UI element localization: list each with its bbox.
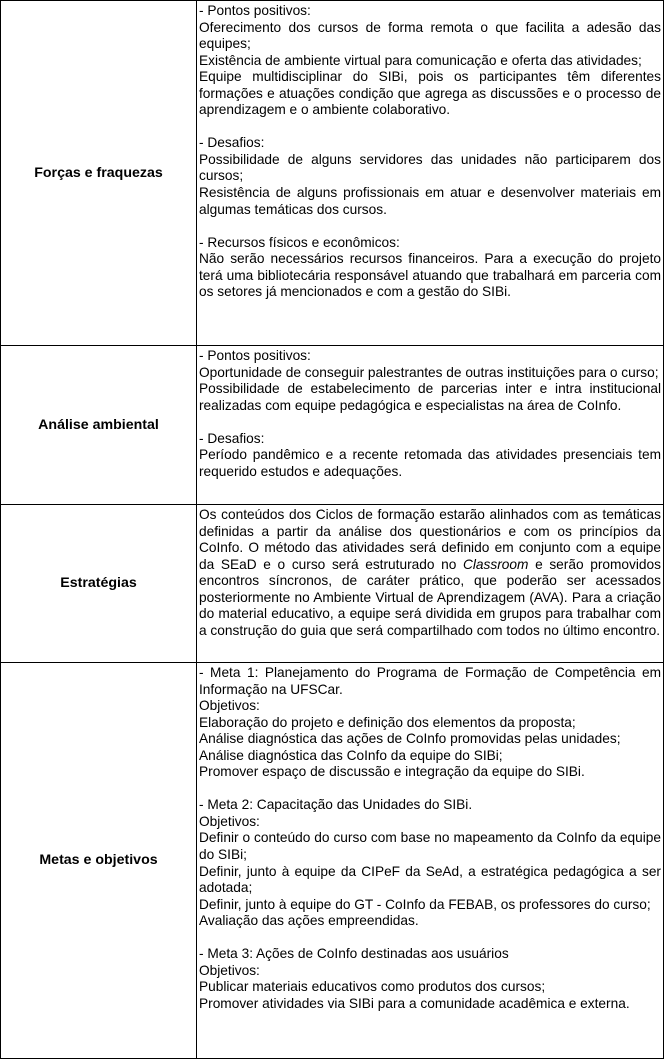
table-row-metas-objetivos bbox=[1, 663, 664, 1059]
strategy-text-part1: Os conteúdos dos Ciclos de formação estarão alinhados com as temáticas definidas a partir da análise dos questionários e com os princípios da CoInfo. O método das atividades será definido em conjunto com a equipe da SEaD e o curso será estruturado no bbox=[199, 507, 661, 572]
list-item: Definir o conteúdo do curso com base no mapeamento da CoInfo da equipe do SIBi; bbox=[199, 830, 661, 863]
list-item: Oportunidade de conseguir palestrantes de outras instituições para o curso; bbox=[199, 364, 659, 380]
strategy-paragraph bbox=[199, 507, 661, 639]
row-content-forcas-fraquezas bbox=[197, 1, 664, 346]
row-label-analise-ambiental: Análise ambiental bbox=[1, 346, 197, 505]
list-item: Avaliação das ações empreendidas. bbox=[199, 913, 419, 929]
spacer bbox=[199, 781, 661, 798]
list-item: Definir, junto à equipe da CIPeF da SeAd, a estratégica pedagógica a ser adotada; bbox=[199, 863, 661, 896]
objectives-label: Objetivos: bbox=[199, 813, 260, 829]
objectives-label: Objetivos: bbox=[199, 698, 260, 714]
block-heading: - Desafios: bbox=[199, 135, 265, 151]
list-item: Promover espaço de discussão e integração da equipe do SIBi. bbox=[199, 764, 585, 780]
list-item: Resistência de alguns profissionais em atuar e desenvolver materiais em algumas temáticas dos cursos. bbox=[199, 185, 661, 217]
row-label-estrategias: Estratégias bbox=[1, 505, 197, 663]
row-content-estrategias bbox=[197, 505, 664, 663]
list-item: Análise diagnóstica das ações de CoInfo promovidas pelas unidades; bbox=[199, 731, 621, 747]
table-row-analise-ambiental bbox=[1, 346, 664, 505]
spacer bbox=[199, 930, 661, 947]
list-item: Período pandêmico e a recente retomada das atividades presenciais tem requerido estudos e adequações. bbox=[199, 447, 661, 479]
list-item: Equipe multidisciplinar do SIBi, pois os participantes têm diferentes formações e atuações condição que agrega as discussões e o processo de aprendizagem e o ambiente colaborativo. bbox=[199, 69, 661, 118]
list-item: Elaboração do projeto e definição dos elementos da proposta; bbox=[199, 714, 576, 730]
list-item: Existência de ambiente virtual para comunicação e oferta das atividades; bbox=[199, 52, 642, 68]
table-row-forcas-fraquezas bbox=[1, 1, 664, 346]
block-heading: - Pontos positivos: bbox=[199, 348, 311, 363]
spacer bbox=[199, 119, 661, 136]
spacer bbox=[199, 414, 661, 431]
objectives-label: Objetivos: bbox=[199, 962, 260, 978]
goal-heading: - Meta 3: Ações de CoInfo destinadas aos usuários bbox=[199, 946, 509, 962]
spacer bbox=[199, 218, 661, 235]
list-item: Não serão necessários recursos financeiros. Para a execução do projeto terá uma bibliotecária responsável atuando que trabalhará em parceria com os setores já mencionados e com a gestão do SIBi. bbox=[199, 251, 661, 300]
block-heading: - Recursos físicos e econômicos: bbox=[199, 234, 400, 250]
strategy-text-part2: e serão promovidos encontros síncronos, de caráter prático, que poderão ser acessados posteriormente no Ambiente Virtual de Aprendizagem (AVA). Para a criação do material educativo, a equipe será dividida em grupos para trabalhar com a construção do guia que será compartilhado com todos no último encontro. bbox=[199, 556, 661, 638]
goal-heading: - Meta 1: Planejamento do Programa de Formação de Competência em Informação na UFSCar. bbox=[199, 665, 661, 697]
strategy-text-italic: Classroom bbox=[463, 556, 529, 572]
block-heading: - Pontos positivos: bbox=[199, 3, 311, 18]
table-row-estrategias bbox=[1, 505, 664, 663]
row-label-forcas-fraquezas: Forças e fraquezas bbox=[1, 1, 197, 346]
row-content-analise-ambiental bbox=[197, 346, 664, 505]
list-item: Análise diagnóstica das CoInfo da equipe do SIBi; bbox=[199, 747, 503, 763]
list-item: Oferecimento dos cursos de forma remota o que facilita a adesão das equipes; bbox=[199, 19, 661, 52]
list-item: Possibilidade de alguns servidores das unidades não participarem dos cursos; bbox=[199, 151, 661, 184]
list-item: Definir, junto à equipe do GT - CoInfo da FEBAB, os professores do curso; bbox=[199, 896, 651, 912]
block-heading: - Desafios: bbox=[199, 430, 265, 446]
list-item: Promover atividades via SIBi para a comunidade acadêmica e externa. bbox=[199, 995, 630, 1011]
row-label-metas-objetivos: Metas e objetivos bbox=[1, 663, 197, 1059]
goal-heading: - Meta 2: Capacitação das Unidades do SIBi. bbox=[199, 797, 473, 813]
list-item: Publicar materiais educativos como produtos dos cursos; bbox=[199, 979, 546, 995]
row-content-metas-objetivos bbox=[197, 663, 664, 1059]
list-item: Possibilidade de estabelecimento de parcerias inter e intra institucional realizadas com equipe pedagógica e especialistas na área de CoInfo. bbox=[199, 381, 661, 413]
